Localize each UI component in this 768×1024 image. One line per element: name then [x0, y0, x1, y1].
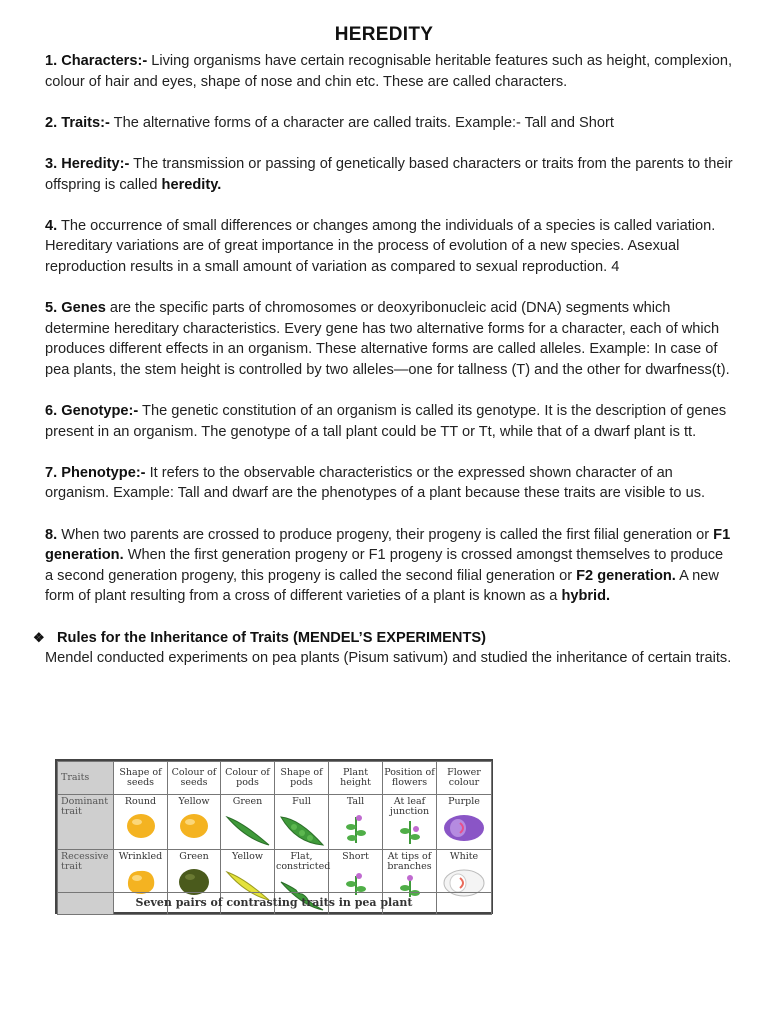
paragraph-phenotype: 7. Phenotype:- It refers to the observable characteristics or the expressed shown character of an organism. Example: Tall and dwarf are the phenotypes of a plant because these traits are visible to us.	[45, 464, 706, 502]
table-header-row	[58, 762, 492, 795]
term-label: 3. Heredity:-	[45, 155, 130, 172]
tall-plant-icon	[344, 813, 368, 845]
table-cell: Yellow	[221, 850, 275, 915]
table-header-cell: Traits	[58, 762, 114, 795]
table-header-cell: Flower colour	[437, 762, 492, 795]
document-body	[33, 51, 735, 669]
table-cell: Short	[329, 850, 383, 915]
table-header-cell: Plant height	[329, 762, 383, 795]
round-seed-icon	[126, 813, 156, 839]
table-cell: Yellow	[168, 795, 221, 850]
table-cell: Full	[275, 795, 329, 850]
table-cell: At leaf junction	[383, 795, 437, 850]
term-label: 1. Characters:-	[45, 53, 148, 69]
paragraph-traits: 2. Traits:- The alternative forms of a character are called traits. Example:- Tall and Short	[45, 114, 614, 131]
table-cell: Purple	[437, 795, 492, 850]
table-cell: Green	[221, 795, 275, 850]
mendel-traits-figure	[55, 759, 493, 914]
paragraph-characters: 1. Characters:- Living organisms have certain recognisable heritable features such as height, complexion, colour of hair and eyes, shape of nose and chin etc. These are called characters.	[45, 53, 733, 90]
rules-description: Mendel conducted experiments on pea plants (Pisum sativum) and studied the inheritance of certain traits.	[45, 650, 732, 667]
table-cell: Tall	[329, 795, 383, 850]
term-label: 5. Genes	[45, 300, 106, 317]
table-cell: Green	[168, 850, 221, 915]
term-label: 6. Genotype:-	[45, 403, 139, 420]
term-label: 7. Phenotype:-	[45, 464, 146, 481]
page-title: HEREDITY	[334, 24, 434, 45]
term-label: 2. Traits:-	[45, 114, 110, 131]
table-cell: At tips of branches	[383, 850, 437, 915]
diamond-bullet-icon: ❖	[33, 629, 45, 645]
row-label: Recessive trait	[58, 850, 114, 915]
table-cell: White	[437, 850, 492, 915]
table-cell: Round	[114, 795, 168, 850]
table-header-cell: Colour of seeds	[168, 762, 221, 795]
table-header-cell: Colour of pods	[221, 762, 275, 795]
term-label: 4.	[45, 217, 58, 234]
row-label: Dominant trait	[58, 795, 114, 850]
table-header-cell: Shape of seeds	[114, 762, 168, 795]
green-pod-icon	[224, 813, 272, 847]
rules-heading: ❖ Rules for the Inheritance of Traits (MENDEL’S EXPERIMENTS)	[45, 628, 735, 649]
table-cell: Flat, constricted	[275, 850, 329, 915]
term-label: 8.	[45, 526, 58, 543]
axial-flower-icon	[398, 819, 422, 845]
paragraph-heredity: 3. Heredity:- The transmission or passing of genetically based characters or traits from the parents to their offspring is called heredity.	[45, 155, 733, 193]
purple-flower-icon	[442, 813, 486, 843]
table-header-cell: Shape of pods	[275, 762, 329, 795]
paragraph-variation: 4. The occurrence of small differences or changes among the individuals of a species is called variation. Hereditary variations are of great importance in the process of evolution of a new species. Asexual reproduction results in a small amount of variation as compared to sexual reproduction. 4	[45, 217, 716, 275]
paragraph-filial-generation: 8. When two parents are crossed to produce progeny, their progeny is called the first filial generation or F1 generation. When the first generation progeny or F1 progeny is crossed amongst themselves to produce a second generation progeny, this progeny is called the second filial generation or F2 generation. A new form of plant resulting from a cross of different varieties of a plant is known as a hybrid.	[45, 526, 731, 605]
table-header-cell: Position of flowers	[383, 762, 437, 795]
full-pod-icon	[278, 813, 326, 847]
figure-caption: Seven pairs of contrasting traits in pea plant	[57, 892, 491, 912]
paragraph-genotype: 6. Genotype:- The genetic constitution of an organism is called its genotype. It is the description of genes present in an organism. The genotype of a tall plant could be TT or Tt, while that of a dwarf plant is tt.	[45, 403, 727, 440]
paragraph-genes: 5. Genes are the specific parts of chromosomes or deoxyribonucleic acid (DNA) segments which determine hereditary characteristics. Every gene has two alternative forms for a character, each of which produces different effects in an organism. These alternative forms are called alleles. Example: In case of pea plants, the stem height is controlled by two alleles—one for tallness (T) and the other for dwarfness(t).	[45, 300, 730, 378]
yellow-seed-icon	[179, 813, 209, 839]
dominant-row	[58, 795, 492, 850]
table-cell: Wrinkled	[114, 850, 168, 915]
